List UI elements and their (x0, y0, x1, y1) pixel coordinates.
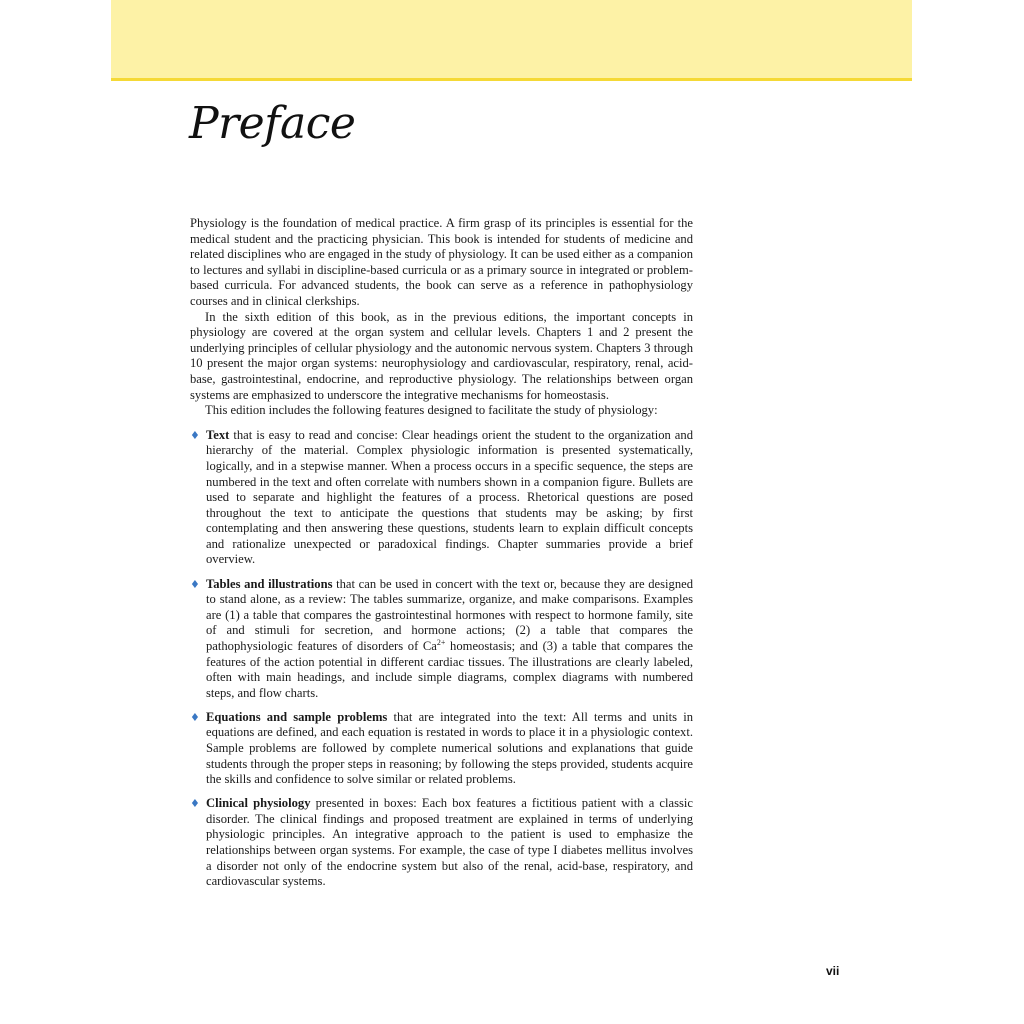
feature-term: Equations and sample problems (206, 709, 388, 724)
feature-description: that is easy to read and concise: Clear headings orient the student to the organization and hierarchy of the material. Complex physiologic information is presented systematically, logically, and in a stepwise manner. When a process occurs in a specific sequence, the steps are numbered in the text and often correlate with numbers shown in a companion figure. Bullets are used to separate and highlight the features of a process. Rhetorical questions are posed throughout the text to anticipate the questions that students may be asking; by first contemplating and then answering these questions, students learn to explain difficult concepts and rationalize unexpected or paradoxical findings. Chapter summaries provide a brief overview. (206, 427, 693, 567)
header-band (111, 0, 912, 81)
feature-term: Text (206, 427, 230, 442)
feature-term: Clinical physiology (206, 796, 311, 811)
diamond-bullet-icon: ♦ (190, 428, 200, 442)
intro-paragraph-1: Physiology is the foundation of medical practice. A firm grasp of its principles is essential for the medical student and the practicing physician. This book is intended for students of medicine and related disciplines who are engaged in the study of physiology. It can be used either as a companion to lectures and syllabi in discipline-based curricula or as a primary source in integrated or problem-based curricula. For advanced students, the book can serve as a reference in pathophysiology courses and in clinical clerkships. (190, 216, 693, 308)
superscript-charge: 2+ (436, 637, 446, 647)
feature-description: that are integrated into the text: All terms and units in equations are defined, and each equation is restated in words to place it in a physiologic context. Sample problems are followed by complete numerical solutions and explanations that guide students through the proper steps in reasoning; by following the steps provided, students acquire the skills and confidence to solve similar or related problems. (206, 709, 694, 787)
feature-term: Tables and illustrations (206, 576, 333, 591)
feature-description-continued: homeostasis; and (3) a table that compares the features of the action potential in different cardiac tissues. The illustrations are clearly labeled, often with main headings, and include simple diagrams, complex diagrams with numbered steps, and flow charts. (206, 638, 693, 700)
feature-description: presented in boxes: Each box features a fictitious patient with a classic disorder. The clinical findings and proposed treatment are explained in terms of underlying physiologic principles. An integrative approach to the patient is used to emphasize the relationships between organ systems. For example, the case of type I diabetes mellitus involves a disorder not only of the endocrine system but also of the renal, acid-base, respiratory, and cardiovascular systems. (206, 796, 693, 889)
feature-description: that can be used in concert with the text or, because they are designed to stand alone, as a review: The tables summarize, organize, and make comparisons. Examples are (1) a table that compares the gastrointestinal hormones with respect to hormone family, site of and stimuli for secretion, and hormone actions; (2) a table that compares the pathophysiologic features of disorders of Ca (206, 576, 693, 653)
diamond-bullet-icon: ♦ (190, 797, 200, 811)
feature-item-clinical (190, 796, 693, 890)
diamond-bullet-icon: ♦ (190, 577, 200, 591)
diamond-bullet-icon: ♦ (190, 710, 200, 724)
feature-item-equations (190, 710, 693, 788)
feature-list (190, 428, 693, 890)
intro-paragraph-3: This edition includes the following features designed to facilitate the study of physiology: (205, 403, 658, 418)
page-number: vii (826, 964, 840, 978)
page-title: Preface (189, 98, 356, 149)
intro-paragraph-2: In the sixth edition of this book, as in the previous editions, the important concepts in physiology are covered at the organ system and cellular levels. Chapters 1 and 2 present the underlying principles of cellular physiology and the autonomic nervous system. Chapters 3 through 10 present the major organ systems: neurophysiology and cardiovascular, respiratory, renal, acid-base, gastrointestinal, endocrine, and reproductive physiology. The relationships between organ systems are emphasized to underscore the integrative mechanisms for homeostasis. (190, 309, 693, 402)
feature-item-tables (190, 577, 693, 702)
feature-item-text (190, 428, 693, 568)
preface-body (190, 216, 693, 898)
